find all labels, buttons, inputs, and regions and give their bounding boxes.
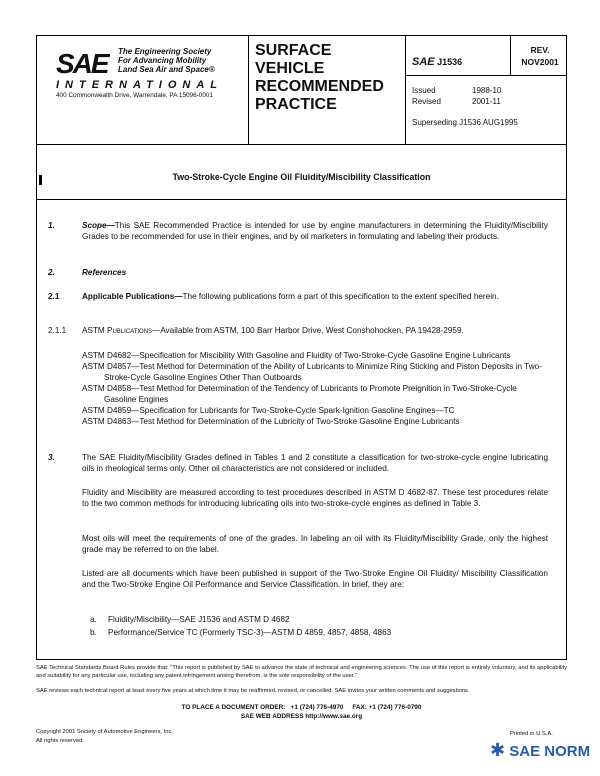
- list-item-b: b. Performance/Service TC (Formerly TSC-3)—ASTM D 4859, 4857, 4858, 4863: [90, 628, 392, 637]
- watermark-logo: ✱ SAE NORM: [490, 740, 591, 760]
- section-2-1-1-number: 2.1.1: [48, 326, 67, 335]
- rev-block: [514, 44, 566, 68]
- section-1: Scope—This SAE Recommended Practice is intended for use by engine manufacturers in determining the Fluidity/Miscibility Grades to be recommended for use in their engines, and by oil marketers in formulating and labeling their products.: [82, 221, 548, 241]
- section-3-p2: Fluidity and Miscibility are measured according to test procedures described in ASTM D 4682-87. These test procedures relate to the two common methods for introducing lubricating oils into two-stroke-cycle engines as defined in Table 3.: [82, 488, 548, 508]
- section-2-1: Applicable Publications—The following publications form a part of this specification to the extent specified herein.: [82, 292, 499, 301]
- astm-ref: ASTM D4682—Specification for Miscibility With Gasoline and Fluidity of Two-Stroke-Cycle Gasoline Engine Lubricants: [82, 351, 511, 360]
- printed-in: Printed in U.S.A.: [510, 731, 553, 737]
- section-3-p1: The SAE Fluidity/Miscibility Grades defined in Tables 1 and 2 constitute a classification for two-stroke-cycle engine lubricating oils in rheological terms only. Other oil characteristics are not considered or included.: [82, 453, 548, 473]
- section-2-heading: References: [82, 268, 127, 277]
- watermark-icon: ✱: [490, 740, 506, 760]
- org-line-1: The Engineering Society: [118, 47, 212, 56]
- web-address: SAE WEB ADDRESS http://www.sae.org: [240, 713, 363, 720]
- rev-value: NOV2001: [521, 57, 559, 67]
- section-3-p3: Most oils will meet the requirements of one of the grades. In labeling an oil with its Fluidity/Miscibility Grade, only the highest grade may be referred to on the label.: [82, 534, 548, 554]
- header-divider-2: [405, 35, 406, 145]
- document-title: Two-Stroke-Cycle Engine Oil Fluidity/Miscibility Classification: [172, 172, 431, 182]
- rev-label: REV.: [530, 45, 550, 55]
- org-address: 400 Commonwealth Drive, Warrendale, PA 15096-0001: [56, 92, 214, 99]
- trademark-mark: ®: [208, 65, 215, 74]
- section-3-p4: Listed are all documents which have been published in support of the Two-Stroke Engine Oil Fluidity/ Miscibility Classification and the Two-Stroke Engine Oil Performance and Service Classification. In brief, they are:: [82, 569, 548, 589]
- standard-number: J1536: [437, 57, 463, 67]
- astm-ref: ASTM D4863—Test Method for Determination of the Lubricity of Two-Stroke Gasoline Engine Lubricants: [82, 417, 460, 426]
- footer-note-2: SAE reviews each technical report at least every five years at which time it may be reaffirmed, revised, or cancelled. SAE invites your written comments and suggestions.: [36, 688, 470, 694]
- sae-logo: SAE: [56, 48, 108, 79]
- org-line-3: Land Sea Air and Space: [118, 65, 209, 74]
- astm-reference-list: [82, 350, 548, 427]
- international-wordmark: INTERNATIONAL: [56, 79, 224, 91]
- header-divider-1: [248, 35, 249, 145]
- standard-logo: SAE: [412, 56, 435, 68]
- document-type: SURFACE VEHICLE RECOMMENDED PRACTICE: [255, 42, 384, 113]
- list-item-a: a. Fluidity/Miscibility—SAE J1536 and ASTM D 4682: [90, 615, 290, 624]
- astm-ref: ASTM D4859—Specification for Lubricants for Two-Stroke-Cycle Spark-Ignition Gasoline Engines—TC: [82, 406, 455, 415]
- org-tagline: [118, 47, 215, 74]
- section-1-number: 1.: [48, 221, 55, 230]
- section-2-number: 2.: [48, 268, 55, 277]
- rights-reserved: All rights reserved.: [36, 738, 85, 744]
- copyright: Copyright 2001 Society of Automotive Engineers, Inc.: [36, 729, 173, 735]
- issue-dates: Issued 1988-10 Revised 2001-11 Superseding J1536 AUG1995: [412, 85, 562, 128]
- section-2-1-number: 2.1: [48, 292, 60, 301]
- header-divider-3: [510, 35, 511, 75]
- astm-ref: ASTM D4857—Test Method for Determination of the Ability of Lubricants to Minimize Ring Sticking and Piston Deposits in Two-Stroke-Cycle Gasoline Engines Other Than Outboards: [82, 362, 542, 382]
- header-hline: [405, 75, 567, 76]
- footer-note-1: SAE Technical Standards Board Rules provide that: "This report is published by SAE to advance the state of technical and engineering sciences. The use of this report is entirely voluntary, and its applicability and suitability for any particular use, including any patent infringement arising therefrom, is the sole responsibility of the user.": [36, 665, 567, 679]
- astm-ref: ASTM D4858—Test Method for Determination of the Tendency of Lubricants to Promote Preignition in Two-Stroke-Cycle Gasoline Engines: [82, 384, 517, 404]
- standard-id: [412, 56, 462, 68]
- section-3-number: 3.: [48, 453, 55, 462]
- org-line-2: For Advancing Mobility: [118, 56, 207, 65]
- section-2-1-1: ASTM Publications—Available from ASTM, 100 Barr Harbor Drive, West Conshohocken, PA 19428-2959.: [82, 326, 464, 335]
- superseding-note: Superseding J1536 AUG1995: [412, 118, 518, 127]
- order-line: TO PLACE A DOCUMENT ORDER: +1 (724) 776-4970 FAX: +1 (724) 776-0790: [181, 704, 422, 711]
